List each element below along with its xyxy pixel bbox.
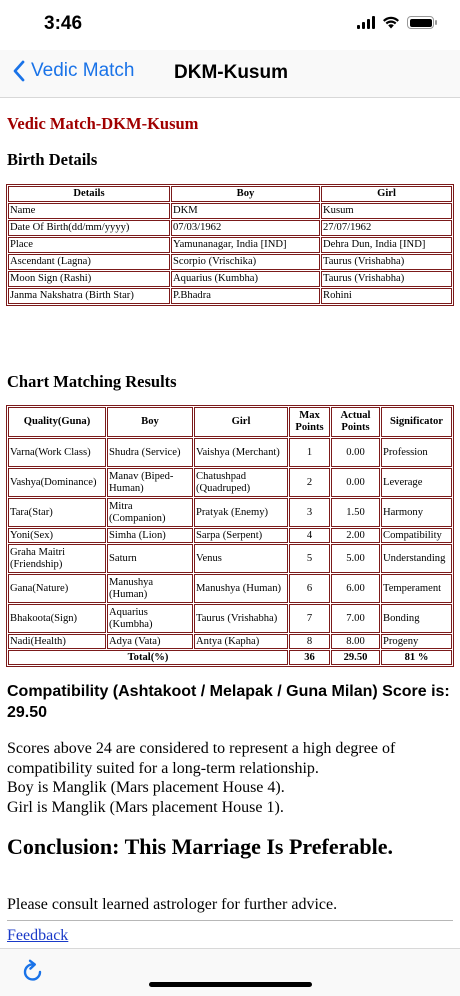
signal-icon — [357, 16, 375, 29]
table-cell: Leverage — [381, 468, 452, 497]
table-cell: 2 — [289, 468, 330, 497]
header-cell: Girl — [194, 407, 288, 437]
table-cell: Taurus (Vrishabha) — [321, 271, 452, 287]
table-total-row — [8, 650, 452, 665]
table-cell: 0.00 — [331, 468, 380, 497]
table-cell: Yamunanagar, India [IND] — [171, 237, 320, 253]
table-row — [8, 271, 452, 287]
table-cell: Shudra (Service) — [107, 438, 193, 467]
table-cell: Taurus (Vrishabha) — [194, 604, 288, 633]
table-cell: Temperament — [381, 574, 452, 603]
back-button-label: Vedic Match — [31, 60, 135, 81]
home-indicator — [149, 982, 312, 987]
table-cell: Chatushpad (Quadruped) — [194, 468, 288, 497]
table-row — [8, 544, 452, 573]
score-explanation — [7, 739, 455, 817]
table-cell: 27/07/1962 — [321, 220, 452, 236]
header-cell: Max Points — [289, 407, 330, 437]
table-cell: Yoni(Sex) — [8, 528, 106, 543]
table-cell: Scorpio (Vrischika) — [171, 254, 320, 270]
table-cell: 6 — [289, 574, 330, 603]
navigation-bar — [0, 50, 460, 98]
table-cell: Name — [8, 203, 170, 219]
table-cell: Antya (Kapha) — [194, 634, 288, 649]
table-row — [8, 203, 452, 219]
table-cell: 8 — [289, 634, 330, 649]
table-row — [8, 220, 452, 236]
total-actual-points: 29.50 — [331, 650, 380, 665]
feedback-link[interactable]: Feedback — [7, 927, 69, 944]
table-cell: 8.00 — [331, 634, 380, 649]
table-row — [8, 438, 452, 467]
table-row — [8, 468, 452, 497]
birth-details-title: Birth Details — [7, 150, 98, 169]
table-header-row — [8, 186, 452, 202]
table-cell: Dehra Dun, India [IND] — [321, 237, 452, 253]
table-cell: 5.00 — [331, 544, 380, 573]
header-cell: Quality(Guna) — [8, 407, 106, 437]
table-cell: 7 — [289, 604, 330, 633]
table-cell: Pratyak (Enemy) — [194, 498, 288, 527]
table-cell: Date Of Birth(dd/mm/yyyy) — [8, 220, 170, 236]
table-row — [8, 498, 452, 527]
table-cell: Gana(Nature) — [8, 574, 106, 603]
table-cell: Profession — [381, 438, 452, 467]
table-cell: Place — [8, 237, 170, 253]
table-cell: Nadi(Health) — [8, 634, 106, 649]
nav-title: DKM-Kusum — [174, 62, 288, 83]
refresh-button[interactable] — [20, 959, 46, 990]
table-cell: Aquarius (Kumbha) — [171, 271, 320, 287]
consult-text: Please consult learned astrologer for further advice. — [7, 896, 338, 913]
compatibility-score: Compatibility (Ashtakoot / Melapak / Guna Milan) Score is: 29.50 — [7, 683, 450, 721]
header-cell: Boy — [171, 186, 320, 202]
table-cell: DKM — [171, 203, 320, 219]
explanation-line: Girl is Manglik (Mars placement House 1). — [7, 798, 284, 816]
table-cell: Manushya (Human) — [107, 574, 193, 603]
table-cell: Saturn — [107, 544, 193, 573]
chart-matching-title: Chart Matching Results — [7, 372, 177, 391]
header-cell: Girl — [321, 186, 452, 202]
table-cell: 1.50 — [331, 498, 380, 527]
wifi-icon — [382, 16, 400, 29]
status-time: 3:46 — [44, 13, 83, 34]
table-cell: Bonding — [381, 604, 452, 633]
table-row — [8, 604, 452, 633]
chart-matching-table — [6, 405, 454, 667]
battery-icon — [407, 16, 434, 29]
birth-details-table — [6, 184, 454, 306]
table-cell: 6.00 — [331, 574, 380, 603]
header-cell: Actual Points — [331, 407, 380, 437]
table-cell: Venus — [194, 544, 288, 573]
table-cell: Varna(Work Class) — [8, 438, 106, 467]
bottom-toolbar — [0, 948, 460, 996]
table-cell: Manushya (Human) — [194, 574, 288, 603]
table-cell: 1 — [289, 438, 330, 467]
table-cell: Moon Sign (Rashi) — [8, 271, 170, 287]
table-cell: P.Bhadra — [171, 288, 320, 304]
chevron-left-icon — [12, 60, 25, 82]
table-cell: Mitra (Companion) — [107, 498, 193, 527]
table-cell: Janma Nakshatra (Birth Star) — [8, 288, 170, 304]
explanation-line: Scores above 24 are considered to represent a high degree of compatibility suited for a long-term relationship. — [7, 740, 396, 777]
table-cell: Rohini — [321, 288, 452, 304]
refresh-icon — [20, 959, 46, 985]
header-cell: Details — [8, 186, 170, 202]
table-cell: Vashya(Dominance) — [8, 468, 106, 497]
table-cell: 07/03/1962 — [171, 220, 320, 236]
page-heading: Vedic Match-DKM-Kusum — [7, 114, 199, 133]
table-cell: Manav (Biped-Human) — [107, 468, 193, 497]
table-cell: Bhakoota(Sign) — [8, 604, 106, 633]
table-cell: Ascendant (Lagna) — [8, 254, 170, 270]
web-content — [0, 99, 460, 948]
total-max-points: 36 — [289, 650, 330, 665]
explanation-line: Boy is Manglik (Mars placement House 4). — [7, 779, 285, 796]
table-cell: 4 — [289, 528, 330, 543]
status-bar — [0, 0, 460, 50]
table-cell: Compatibility — [381, 528, 452, 543]
table-cell: 0.00 — [331, 438, 380, 467]
table-cell: Sarpa (Serpent) — [194, 528, 288, 543]
table-row — [8, 574, 452, 603]
table-cell: Taurus (Vrishabha) — [321, 254, 452, 270]
total-percent: 81 % — [381, 650, 452, 665]
table-cell: Graha Maitri (Friendship) — [8, 544, 106, 573]
table-cell: Aquarius (Kumbha) — [107, 604, 193, 633]
divider — [7, 920, 453, 921]
header-cell: Boy — [107, 407, 193, 437]
table-cell: 3 — [289, 498, 330, 527]
table-cell: 5 — [289, 544, 330, 573]
table-row — [8, 634, 452, 649]
table-cell: Simha (Lion) — [107, 528, 193, 543]
table-cell: Tara(Star) — [8, 498, 106, 527]
table-cell: Adya (Vata) — [107, 634, 193, 649]
conclusion-text: Conclusion: This Marriage Is Preferable. — [7, 834, 393, 859]
table-row — [8, 288, 452, 304]
table-row — [8, 528, 452, 543]
back-button[interactable] — [12, 60, 135, 82]
table-cell: Vaishya (Merchant) — [194, 438, 288, 467]
table-cell: Understanding — [381, 544, 452, 573]
table-cell: Kusum — [321, 203, 452, 219]
table-row — [8, 254, 452, 270]
table-header-row — [8, 407, 452, 437]
total-label: Total(%) — [8, 650, 288, 665]
table-cell: 2.00 — [331, 528, 380, 543]
table-row — [8, 237, 452, 253]
table-cell: 7.00 — [331, 604, 380, 633]
table-cell: Progeny — [381, 634, 452, 649]
table-cell: Harmony — [381, 498, 452, 527]
header-cell: Significator — [381, 407, 452, 437]
